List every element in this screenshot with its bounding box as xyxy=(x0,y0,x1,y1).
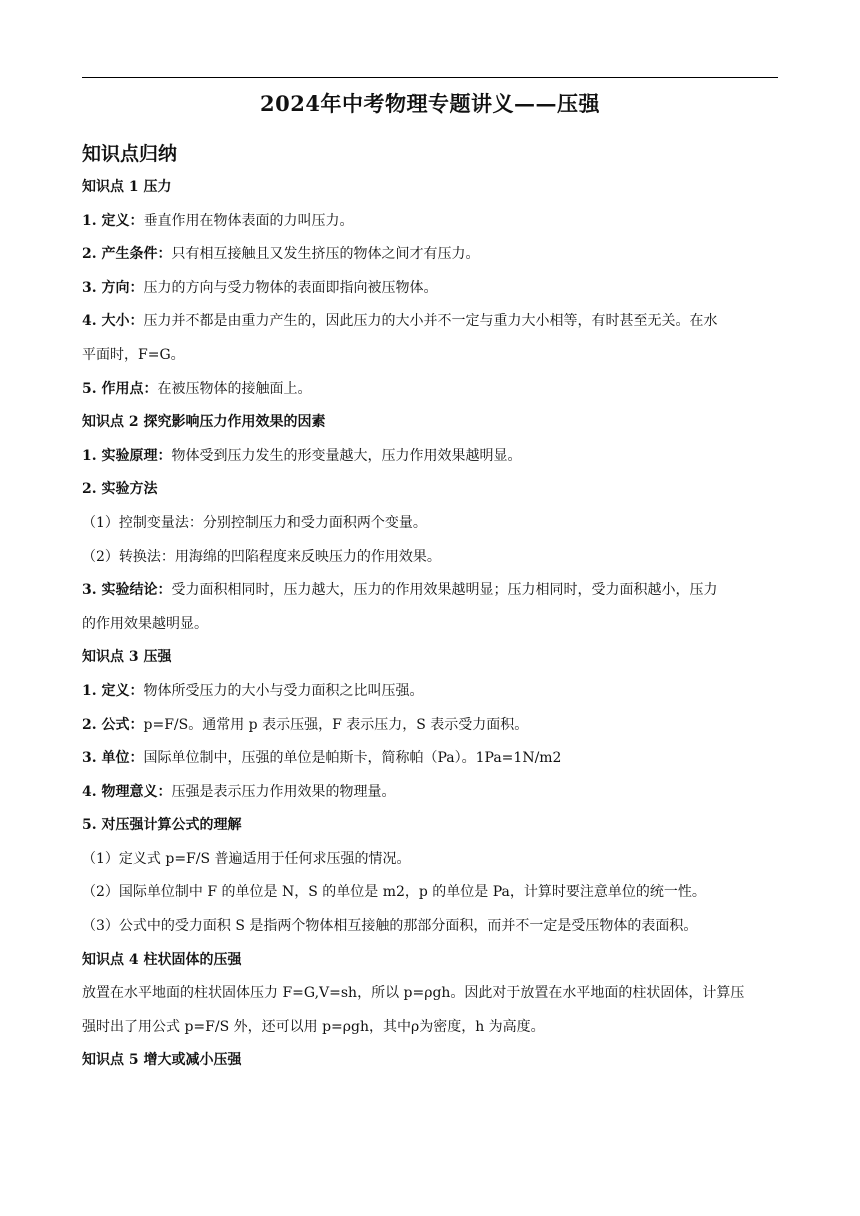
body-line: 放置在水平地面的柱状固体压力 F=G,V=sh，所以 p=ρgh。因此对于放置在水平地面的柱状固体，计算压 xyxy=(82,985,745,1002)
body-line: （1）定义式 p=F/S 普遍适用于任何求压强的情况。 xyxy=(82,850,411,867)
knowledge-point-heading: 知识点 4 柱状固体的压强 xyxy=(82,951,242,968)
body-line: （2）转换法：用海绵的凹陷程度来反映压力的作用效果。 xyxy=(82,548,441,565)
body-line: （3）公式中的受力面积 S 是指两个物体相互接触的那部分面积，而并不一定是受压物体的表面积。 xyxy=(82,918,698,935)
item-label: 5. 对压强计算公式的理解 xyxy=(82,817,242,834)
list-item xyxy=(82,238,778,272)
list-item xyxy=(82,742,778,776)
item-label: 1. 实验原理： xyxy=(82,447,172,464)
item-text: 受力面积相同时，压力越大，压力的作用效果越明显；压力相同时，受力面积越小，压力 xyxy=(171,582,718,599)
item-text: 垂直作用在物体表面的力叫压力。 xyxy=(143,212,354,229)
item-text: 物体所受压力的大小与受力面积之比叫压强。 xyxy=(143,682,424,699)
list-item xyxy=(82,574,778,608)
list-item xyxy=(82,205,778,239)
item-label: 4. 物理意义： xyxy=(82,783,172,800)
body-line: 强时出了用公式 p=F/S 外，还可以用 p=ρgh，其中ρ为密度，h 为高度。 xyxy=(82,1018,545,1035)
item-text: 只有相互接触且又发生挤压的物体之间才有压力。 xyxy=(171,246,480,263)
list-item xyxy=(82,809,778,843)
item-label: 4. 大小： xyxy=(82,313,144,330)
item-text: 物体受到压力发生的形变量越大，压力作用效果越明显。 xyxy=(171,447,522,464)
knowledge-point-heading: 知识点 3 压强 xyxy=(82,649,172,666)
section-title: 知识点归纳 xyxy=(82,143,178,165)
item-text: 压强是表示压力作用效果的物理量。 xyxy=(171,783,396,800)
item-label: 1. 定义： xyxy=(82,212,144,229)
item-label: 2. 实验方法 xyxy=(82,481,158,498)
item-text: 压力并不都是由重力产生的，因此压力的大小并不一定与重力大小相等，有时甚至无关。在水 xyxy=(143,313,718,330)
list-item xyxy=(82,440,778,474)
item-text: 压力的方向与受力物体的表面即指向被压物体。 xyxy=(143,279,438,296)
item-text: p=F/S。通常用 p 表示压强，F 表示压力，S 表示受力面积。 xyxy=(143,716,529,733)
item-label: 5. 作用点： xyxy=(82,380,158,397)
list-item xyxy=(82,675,778,709)
knowledge-point-heading: 知识点 5 增大或减小压强 xyxy=(82,1052,242,1069)
header-rule xyxy=(82,77,778,78)
item-label: 1. 定义： xyxy=(82,682,144,699)
item-label: 2. 产生条件： xyxy=(82,246,172,263)
item-label: 2. 公式： xyxy=(82,716,144,733)
body-line: 平面时，F=G。 xyxy=(82,346,185,363)
list-item xyxy=(82,709,778,743)
body-line: （1）控制变量法：分别控制压力和受力面积两个变量。 xyxy=(82,514,427,531)
list-item xyxy=(82,473,778,507)
knowledge-point-heading: 知识点 1 压力 xyxy=(82,179,172,195)
list-item xyxy=(82,373,778,407)
body-line: （2）国际单位制中 F 的单位是 N，S 的单位是 m2，p 的单位是 Pa，计算时要注意单位的统一性。 xyxy=(82,884,706,901)
item-label: 3. 单位： xyxy=(82,750,144,767)
knowledge-point-heading: 知识点 2 探究影响压力作用效果的因素 xyxy=(82,414,326,431)
list-item xyxy=(82,272,778,306)
list-item xyxy=(82,776,778,810)
document-title: 2024年中考物理专题讲义——压强 xyxy=(260,91,600,116)
item-text: 国际单位制中，压强的单位是帕斯卡，简称帕（Pa）。1Pa=1N/m2 xyxy=(143,750,562,767)
item-text: 在被压物体的接触面上。 xyxy=(157,380,312,397)
item-label: 3. 方向： xyxy=(82,279,144,296)
document-body xyxy=(82,171,778,1078)
list-item xyxy=(82,305,778,339)
body-line: 的作用效果越明显。 xyxy=(82,615,208,632)
item-label: 3. 实验结论： xyxy=(82,582,172,599)
